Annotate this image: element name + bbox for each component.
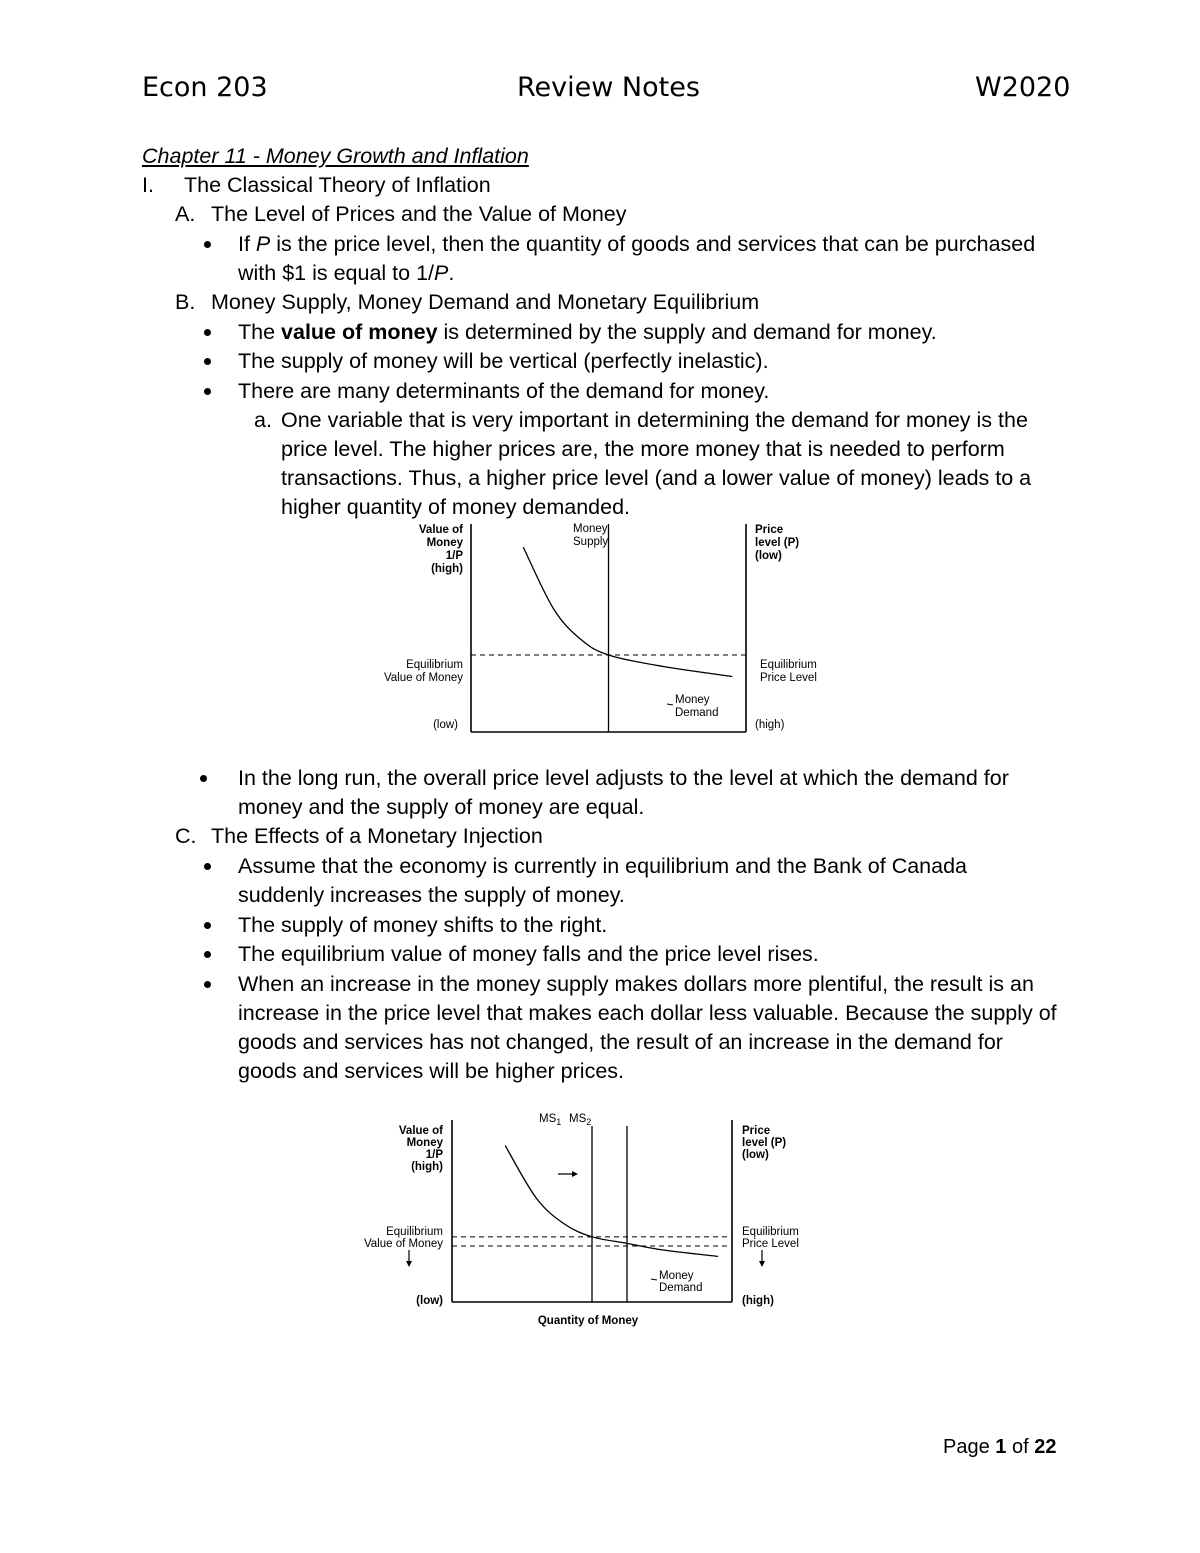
high-label: (high) [742,1295,774,1307]
bullet-icon [204,981,211,988]
bullet-value-of-money: The value of money is determined by the supply and demand for money. [238,320,937,344]
right-arrow-icon [572,1171,578,1177]
down-arrow-icon [759,1261,765,1267]
high-label: (high) [755,719,785,731]
item-a-number: a. [254,408,272,432]
left-axis-label: Money [426,537,463,549]
section-title: The Classical Theory of Inflation [184,173,491,197]
bullet-supply-shifts: The supply of money shifts to the right. [238,913,608,937]
page-number: Page 1 of 22 [943,1436,1057,1458]
item-a-line: One variable that is very important in determining the demand for money is the [281,408,1028,432]
bullet-icon [204,951,211,958]
bullet-value-falls: The equilibrium value of money falls and the price level rises. [238,942,819,966]
money-demand-label: Money [675,694,710,706]
left-axis-label: Value of [398,1125,443,1137]
demand-leader-line [667,704,673,705]
money-demand-label: Money [659,1270,694,1282]
left-axis-label: 1/P [425,1149,443,1161]
item-a-line: transactions. Thus, a higher price level (and a lower value of money) leads to a [281,466,1032,490]
bullet-price-level-cont: with $1 is equal to 1/P. [238,261,455,285]
equilibrium-price-label: Price Level [760,672,817,684]
ms2-label: $MS_2$ [569,1113,592,1127]
left-axis-label: (high) [411,1161,443,1173]
chapter-title: Chapter 11 - Money Growth and Inflation [142,144,529,168]
bullet-icon [204,922,211,929]
down-arrow-icon [406,1261,412,1267]
bullet-price-level: If P is the price level, then the quantity of goods and services that can be purchased [238,232,1036,256]
money-demand-curve [523,547,732,676]
money-demand-label: Demand [659,1282,703,1294]
header-title: Review Notes [517,72,700,103]
right-axis-label: level (P) [742,1137,787,1149]
ms1-label: $MS_1$ [539,1113,562,1127]
bullet-increase-line: When an increase in the money supply makes dollars more plentiful, the result is an [238,972,1034,996]
left-axis-label: Value of [418,524,463,536]
subsection-b-title: Money Supply, Money Demand and Monetary Equilibrium [211,290,760,314]
money-supply-label: Money [573,523,608,535]
bullet-icon [204,329,211,336]
bullet-assume-equilibrium: Assume that the economy is currently in equilibrium and the Bank of Canada [238,854,968,878]
bullet-increase-line: increase in the price level that makes each dollar less valuable. Because the supply of [238,1001,1057,1025]
subsection-a-number: A. [175,202,196,226]
bullet-icon [200,775,207,782]
header-course: Econ 203 [142,72,268,103]
bullet-icon [204,358,211,365]
x-axis-label: Quantity of Money [537,1315,639,1327]
equilibrium-price-label: Equilibrium [760,659,817,671]
equilibrium-value-label: Equilibrium [406,659,463,671]
right-axis-label: Price [755,524,784,536]
right-axis-label: (low) [742,1149,769,1161]
item-a-line: price level. The higher prices are, the more money that is needed to perform [281,437,1005,461]
subsection-c-number: C. [175,824,197,848]
bullet-increase-line: goods and services has not changed, the result of an increase in the demand for [238,1030,1003,1054]
section-number: I. [142,173,154,197]
bullet-assume-equilibrium-cont: suddenly increases the supply of money. [238,883,625,907]
equilibrium-value-label: Value of Money [383,672,463,684]
demand-leader-line [651,1279,657,1280]
bullet-icon [204,863,211,870]
left-axis-label: Money [406,1137,443,1149]
equilibrium-value-label: Equilibrium [386,1226,443,1238]
subsection-b-number: B. [175,290,196,314]
low-label: (low) [433,719,458,731]
right-axis-label: level (P) [755,537,800,549]
bullet-long-run: In the long run, the overall price level adjusts to the level at which the demand for [238,766,1009,790]
money-market-chart [360,518,840,740]
right-axis-label: Price [742,1125,771,1137]
left-axis-label: 1/P [445,550,463,562]
subsection-a-title: The Level of Prices and the Value of Money [211,202,627,226]
bullet-money-supply-vertical: The supply of money will be vertical (perfectly inelastic). [238,349,769,373]
low-label: (low) [416,1295,443,1307]
bullet-icon [204,241,211,248]
equilibrium-price-label: Price Level [742,1238,799,1250]
money-demand-curve [505,1146,718,1257]
header-term: W2020 [975,72,1071,103]
subsection-c-title: The Effects of a Monetary Injection [211,824,543,848]
monetary-injection-chart [344,1106,824,1332]
bullet-increase-line: goods and services will be higher prices. [238,1059,625,1083]
bullet-determinants: There are many determinants of the demand for money. [238,379,770,403]
bullet-long-run-cont: money and the supply of money are equal. [238,795,645,819]
equilibrium-value-label: Value of Money [363,1238,443,1250]
item-a-line: higher quantity of money demanded. [281,495,631,519]
right-axis-label: (low) [755,550,782,562]
money-demand-label: Demand [675,707,719,719]
left-axis-label: (high) [431,563,463,575]
equilibrium-price-label: Equilibrium [742,1226,799,1238]
money-supply-label: Supply [573,536,609,548]
bullet-icon [204,388,211,395]
